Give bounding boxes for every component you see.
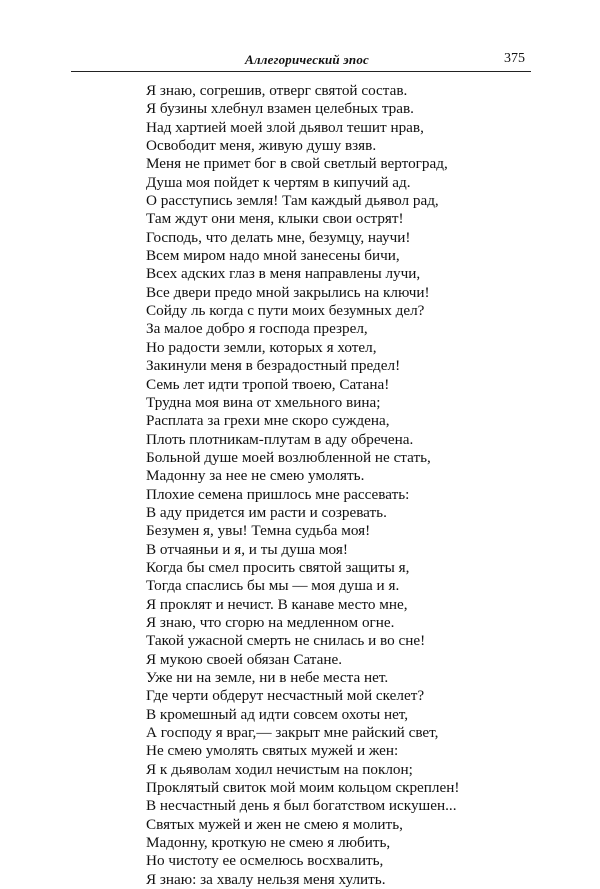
- verse-line: О расступись земля! Там каждый дьявол рад,: [146, 192, 439, 210]
- verse-line: Проклятый свиток мой моим кольцом скреплен!: [146, 779, 460, 797]
- verse-line: Я мукою своей обязан Сатане.: [146, 650, 343, 668]
- verse-line: Плохие семена пришлось мне рассевать:: [146, 485, 410, 503]
- verse-line: Семь лет идти тропой твоею, Сатана!: [146, 375, 390, 393]
- verse-line: Я бузины хлебнул взамен целебных трав.: [146, 100, 414, 118]
- verse-line: Все двери предо мной закрылись на ключи!: [146, 283, 430, 301]
- verse-line: В кромешный ад идти совсем охоты нет,: [146, 705, 409, 723]
- verse-line: Господь, что делать мне, безумцу, научи!: [146, 228, 411, 246]
- verse-line: Плоть плотникам-плутам в аду обречена.: [146, 430, 414, 448]
- verse-line: Освободит меня, живую душу взяв.: [146, 137, 377, 155]
- verse-line: В отчаяньи и я, и ты душа моя!: [146, 540, 348, 558]
- verse-line: Трудна моя вина от хмельного вина;: [146, 393, 381, 411]
- verse-line: Расплата за грехи мне скоро суждена,: [146, 412, 390, 430]
- verse-line: Не смею умолять святых мужей и жен:: [146, 742, 399, 760]
- poem-text: [146, 82, 526, 889]
- verse-line: Тогда спаслись бы мы — моя душа и я.: [146, 577, 400, 595]
- verse-line: За малое добро я господа презрел,: [146, 320, 368, 338]
- verse-line: В аду придется им расти и созревать.: [146, 503, 387, 521]
- verse-line: Уже ни на земле, ни в небе места нет.: [146, 669, 389, 686]
- verse-line: Святых мужей и жен не смею я молить,: [146, 815, 403, 833]
- verse-line: А господу я враг,— закрыт мне райский свет,: [146, 724, 439, 742]
- verse-line: Мадонну за нее не смею умолять.: [146, 467, 365, 485]
- running-head: [71, 50, 531, 72]
- verse-line: Я к дьяволам ходил нечистым на поклон;: [146, 760, 413, 778]
- verse-line: Там ждут они меня, клыки свои острят!: [146, 210, 404, 228]
- verse-line: Над хартией моей злой дьявол тешит нрав,: [146, 118, 424, 136]
- verse-line: В несчастный день я был богатством искушен...: [146, 797, 457, 815]
- verse-line: Но радости земли, которых я хотел,: [146, 338, 377, 356]
- verse-line: Где черти обдерут несчастный мой скелет?: [146, 687, 425, 705]
- running-title: Аллегорический эпос: [245, 52, 369, 67]
- verse-line: Всех адских глаз в меня направлены лучи,: [146, 265, 421, 283]
- header-rule: [71, 71, 531, 72]
- verse-line: Я знаю, согрешив, отверг святой состав.: [146, 82, 408, 99]
- verse-line: Я знаю: за хвалу нельзя меня хулить.: [146, 870, 386, 888]
- verse-line: Меня не примет бог в свой светлый вертоград,: [146, 155, 448, 173]
- verse-line: Безумен я, увы! Темна судьба моя!: [146, 522, 371, 540]
- verse-line: Всем миром надо мной занесены бичи,: [146, 247, 400, 265]
- verse-line: Душа моя пойдет к чертям в кипучий ад.: [146, 173, 411, 191]
- verse-line: Я знаю, что сгорю на медленном огне.: [146, 613, 395, 631]
- verse-line: Я проклят и нечист. В канаве место мне,: [146, 595, 408, 613]
- verse-line: Закинули меня в безрадостный предел!: [146, 357, 401, 375]
- verse-line: Такой ужасной смерть не снилась и во сне!: [146, 632, 426, 650]
- verse-line: Когда бы смел просить святой защиты я,: [146, 558, 410, 576]
- verse-line: Но чистоту ее осмелюсь восхвалить,: [146, 852, 384, 870]
- verse-line: Мадонну, кроткую не смею я любить,: [146, 834, 391, 852]
- page-number: 375: [504, 51, 525, 66]
- verse-line: Больной душе моей возлюбленной не стать,: [146, 448, 431, 466]
- verse-line: Сойду ль когда с пути моих безумных дел?: [146, 302, 425, 320]
